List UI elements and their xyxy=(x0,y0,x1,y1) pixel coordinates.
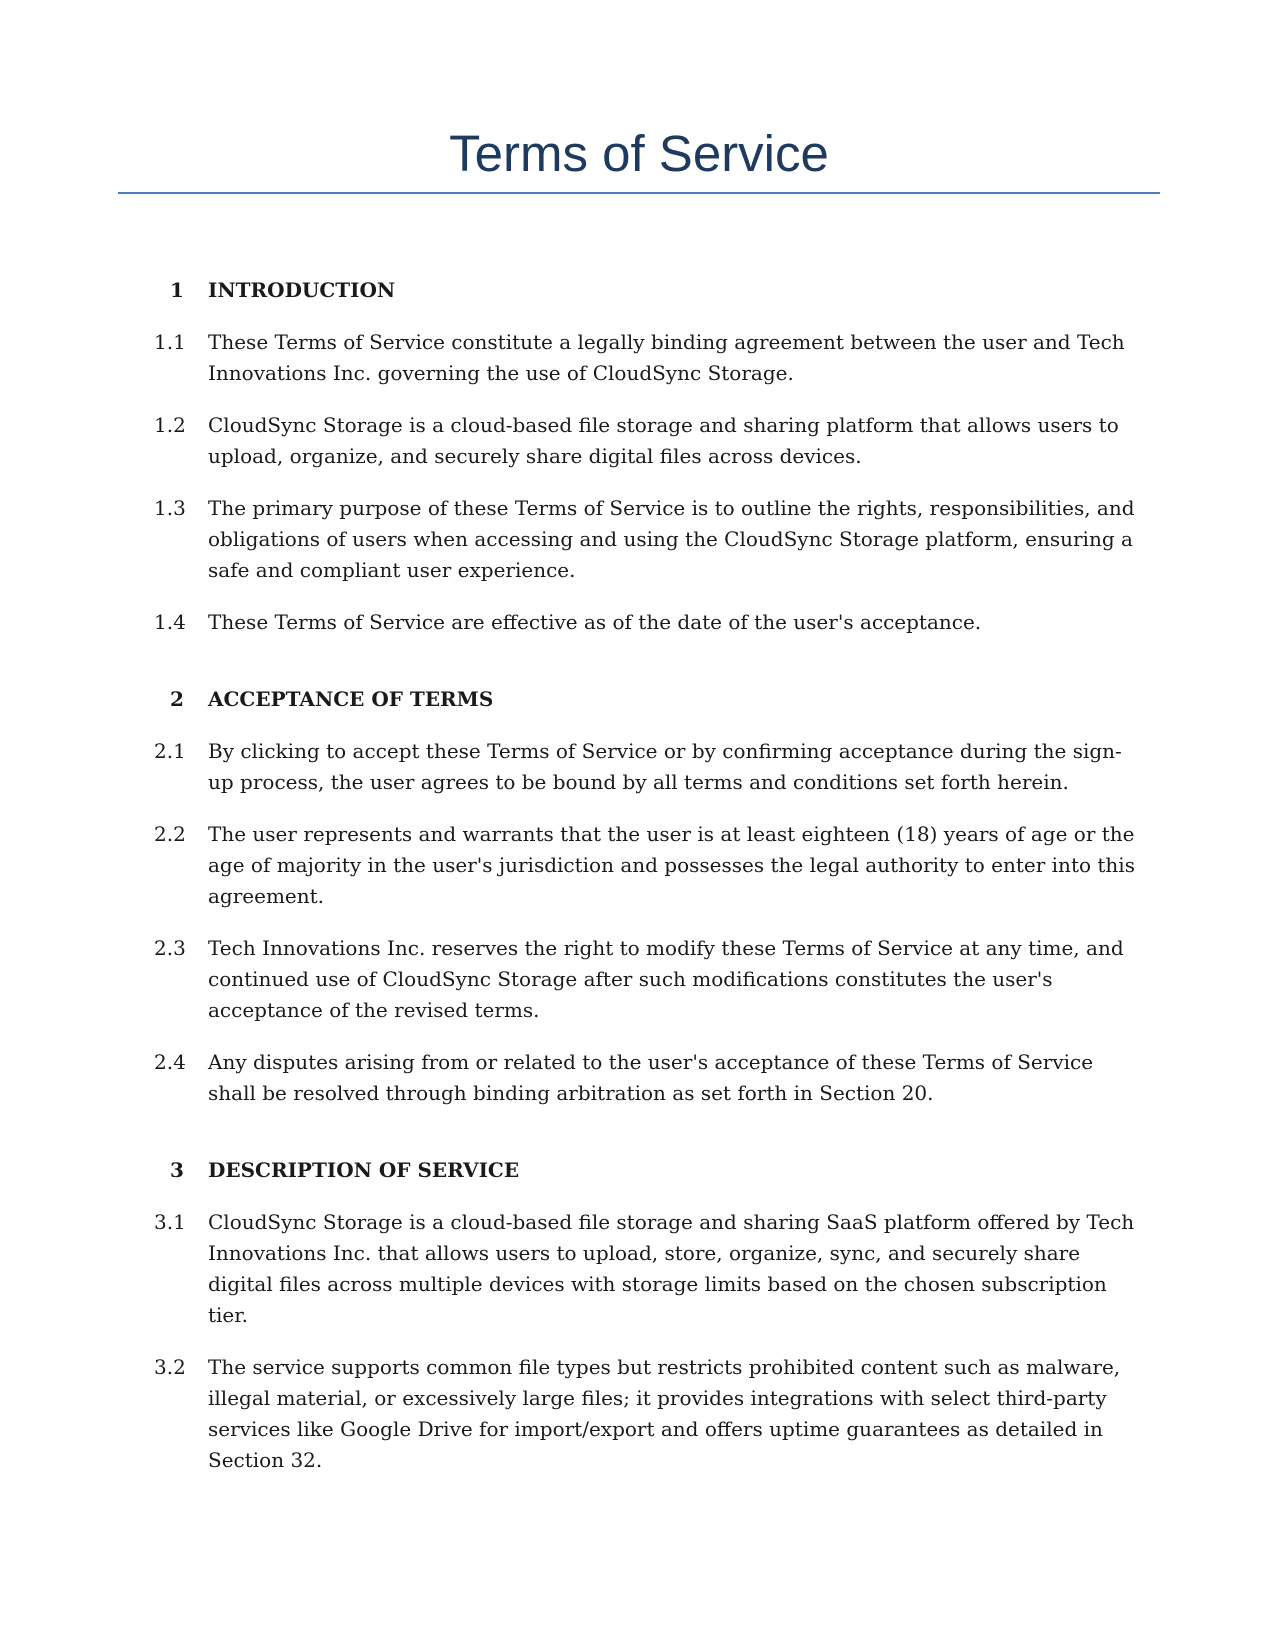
section-heading xyxy=(118,275,1138,311)
section-introduction xyxy=(118,275,1138,638)
section-number: 1 xyxy=(170,278,184,302)
clause-number: 1.4 xyxy=(154,610,186,634)
section-title: ACCEPTANCE OF TERMS xyxy=(208,687,494,711)
clause-text: These Terms of Service are effective as of the date of the user's acceptance. xyxy=(208,610,982,634)
clause-number: 3.2 xyxy=(154,1355,186,1379)
clause-text: CloudSync Storage is a cloud-based file storage and sharing SaaS platform offered by Tech Innovations Inc. that allows users to upload, store, organize, sync, and securely share digital files across multiple devices with storage limits based on the chosen subscription tier. xyxy=(208,1210,1135,1327)
clause-number: 2.1 xyxy=(154,739,186,763)
section-heading xyxy=(118,684,1138,720)
clause-text: The primary purpose of these Terms of Service is to outline the rights, responsibilities, and obligations of users when accessing and using the CloudSync Storage platform, ensuring a safe and compliant user experience. xyxy=(208,496,1135,582)
clause-text: CloudSync Storage is a cloud-based file storage and sharing platform that allows users to upload, organize, and securely share digital files across devices. xyxy=(208,413,1119,468)
clause-number: 1.3 xyxy=(154,496,186,520)
clause-text: These Terms of Service constitute a legally binding agreement between the user and Tech Innovations Inc. governing the use of CloudSync Storage. xyxy=(208,330,1125,385)
clause xyxy=(118,736,1138,798)
clause xyxy=(118,327,1138,389)
clause-text: Any disputes arising from or related to the user's acceptance of these Terms of Service shall be resolved through binding arbitration as set forth in Section 20. xyxy=(208,1050,1094,1105)
clause xyxy=(118,1047,1138,1109)
clause-text: The user represents and warrants that the user is at least eighteen (18) years of age or the age of majority in the user's jurisdiction and possesses the legal authority to enter into this agreement. xyxy=(208,822,1135,908)
section-acceptance-of-terms xyxy=(118,684,1138,1109)
clause-number: 3.1 xyxy=(154,1210,186,1234)
clause-text: Tech Innovations Inc. reserves the right to modify these Terms of Service at any time, and continued use of CloudSync Storage after such modifications constitutes the user's acceptance of the revised terms. xyxy=(208,936,1124,1022)
clause xyxy=(118,933,1138,1026)
clause-number: 1.2 xyxy=(154,413,186,437)
title-underline xyxy=(118,192,1160,194)
section-title: DESCRIPTION OF SERVICE xyxy=(208,1158,520,1182)
section-number: 2 xyxy=(170,687,184,711)
clause-number: 1.1 xyxy=(154,330,186,354)
clause-number: 2.2 xyxy=(154,822,186,846)
clause xyxy=(118,819,1138,912)
section-heading xyxy=(118,1155,1138,1191)
clause-number: 2.3 xyxy=(154,936,186,960)
clause xyxy=(118,1352,1138,1476)
section-description-of-service xyxy=(118,1155,1138,1476)
section-number: 3 xyxy=(170,1158,184,1182)
clause xyxy=(118,410,1138,472)
clause-text: By clicking to accept these Terms of Service or by confirming acceptance during the sign-up process, the user agrees to be bound by all terms and conditions set forth herein. xyxy=(208,739,1122,794)
clause xyxy=(118,1207,1138,1331)
document-body xyxy=(118,275,1138,1522)
clause-number: 2.4 xyxy=(154,1050,186,1074)
clause xyxy=(118,493,1138,586)
clause-text: The service supports common file types but restricts prohibited content such as malware, illegal material, or excessively large files; it provides integrations with select third-party services like Google Drive for import/export and offers uptime guarantees as detailed in Section 32. xyxy=(208,1355,1121,1472)
clause xyxy=(118,607,1138,638)
document-title: Terms of Service xyxy=(449,125,829,182)
section-title: INTRODUCTION xyxy=(208,278,396,302)
